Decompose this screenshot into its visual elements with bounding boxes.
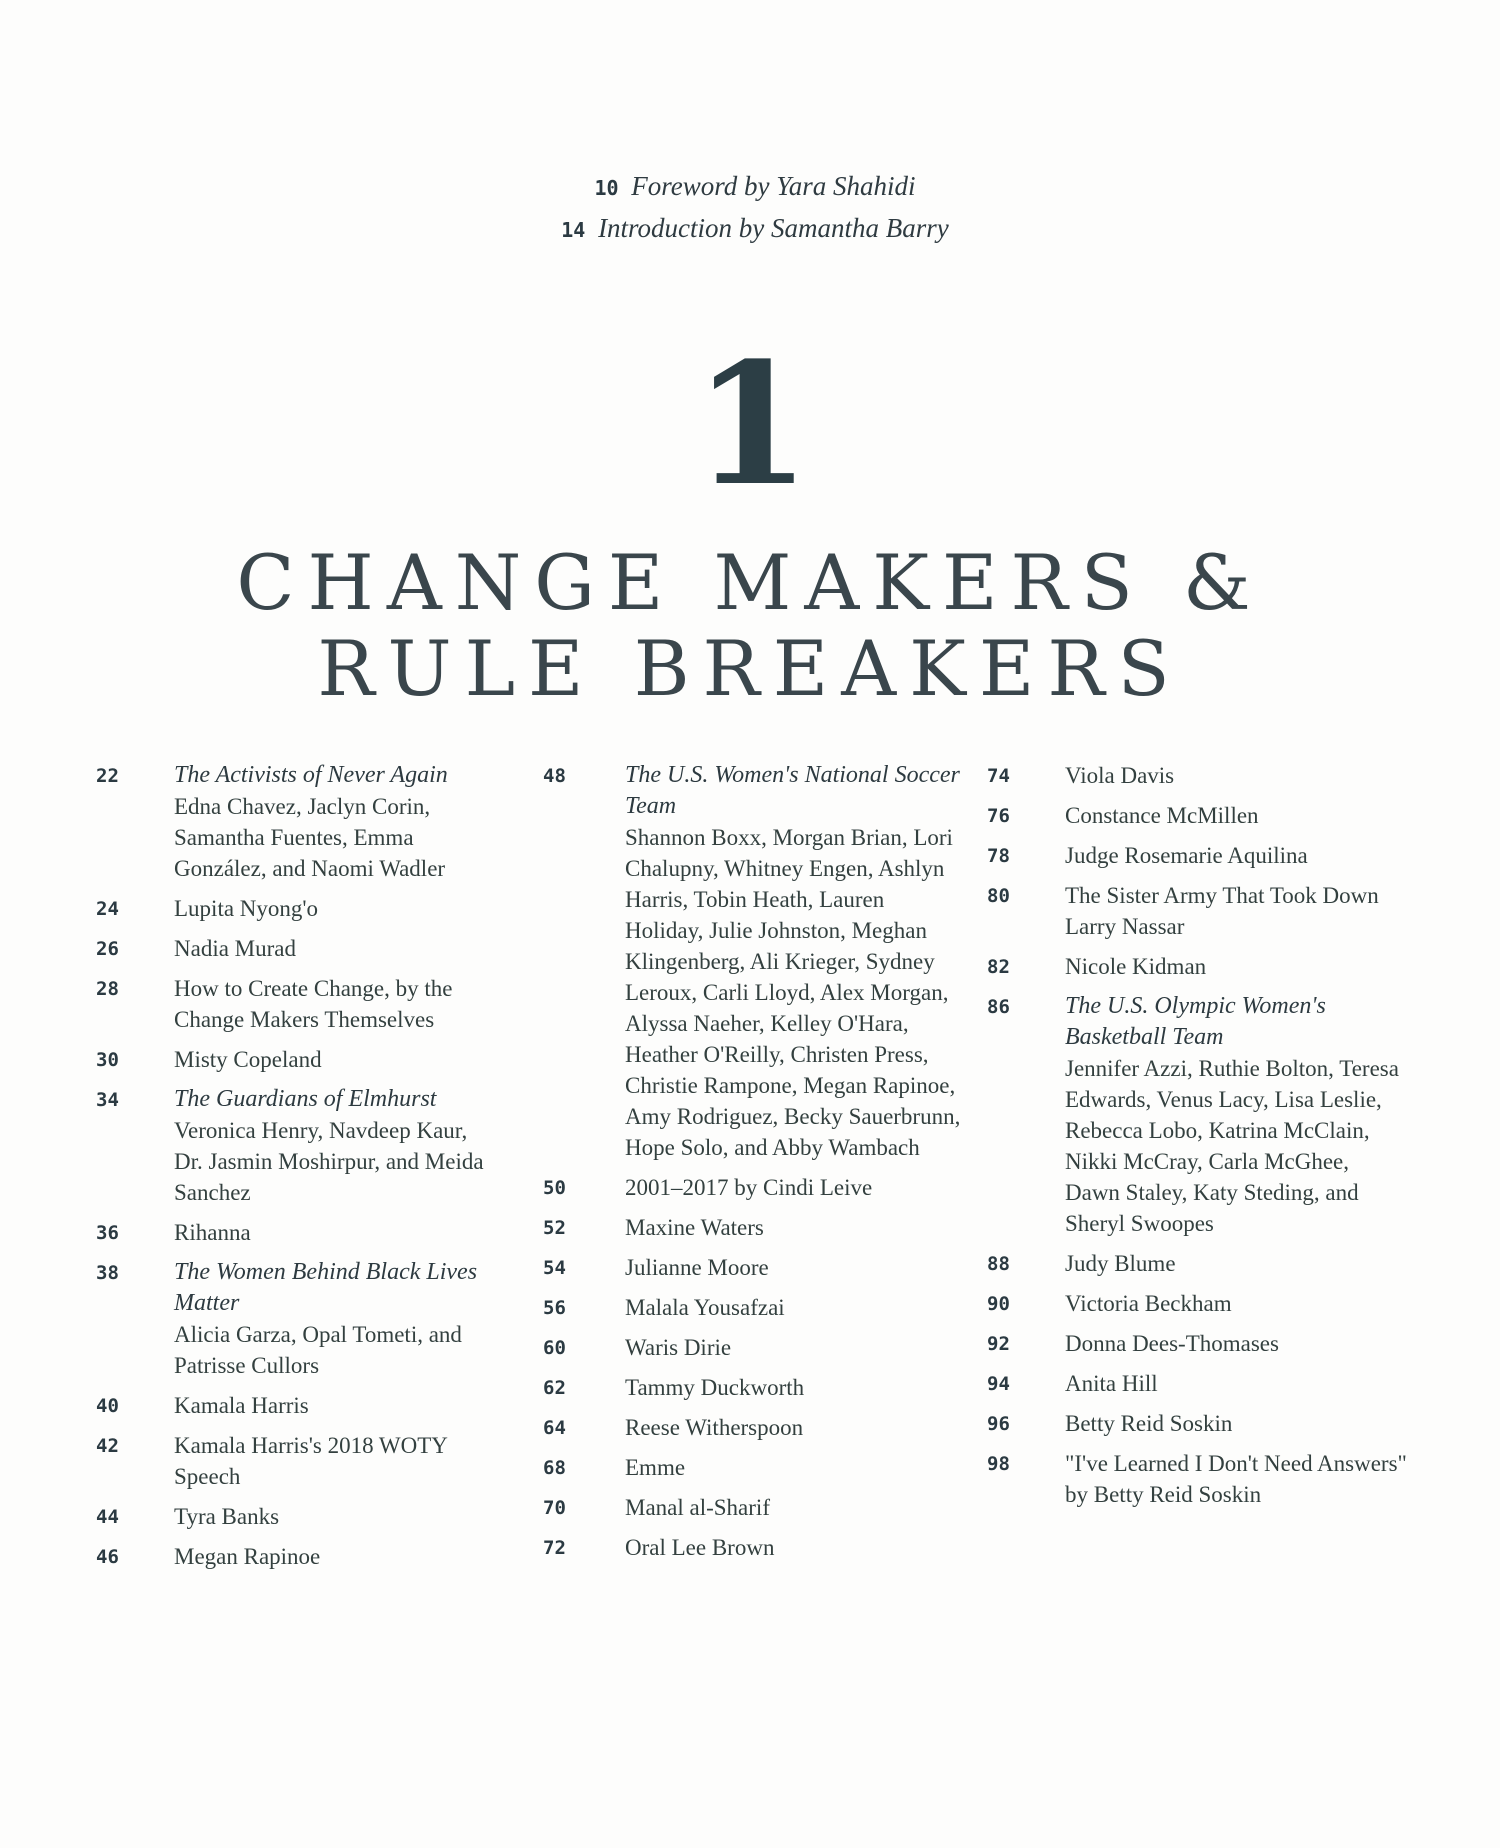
page-number: 94 (987, 1373, 1010, 1395)
page-number: 22 (96, 765, 119, 787)
toc-entry (987, 760, 1407, 791)
toc-entry (987, 1448, 1407, 1510)
entry-title: Lupita Nyong'o (174, 896, 319, 921)
toc-entry (987, 991, 1407, 1239)
page-number: 82 (987, 956, 1010, 978)
page-number: 26 (96, 938, 119, 960)
entry-heading: The Activists of Never Again (174, 762, 448, 788)
entry-title: Rihanna (174, 1220, 251, 1245)
toc-entry (987, 800, 1407, 831)
entry-title: Oral Lee Brown (625, 1535, 775, 1560)
toc-entry (987, 1328, 1407, 1359)
entry-body (174, 893, 318, 924)
entry-title: "I've Learned I Don't Need Answers" by Betty Reid Soskin (1065, 1451, 1407, 1507)
entry-names: Shannon Boxx, Morgan Brian, Lori Chalupny, Whitney Engen, Ashlyn Harris, Tobin Heath, Lauren Holiday, Julie Johnston, Meghan Klingenberg, Ali Krieger, Sydney Leroux, Carli Lloyd, Alex Morgan, Alyssa Naeher, Kelley O'Hara, Heather O'Reilly, Christen Press, Christie Rampone, Megan Rapinoe, Amy Rodriguez, Becky Sauerbrunn, Hope Solo, and Abby Wambach (625, 825, 961, 1160)
chapter-number: 1 (693, 325, 807, 523)
page-number: 60 (543, 1337, 566, 1359)
chapter-title-line-1: CHANGE MAKERS & (236, 538, 1264, 627)
entry-body (174, 1390, 309, 1421)
toc-entry (987, 1248, 1407, 1279)
entry-names: Alicia Garza, Opal Tometi, and Patrisse Cullors (174, 1322, 462, 1378)
entry-title: Nadia Murad (174, 936, 296, 961)
toc-entry (96, 1501, 501, 1532)
toc-entry (543, 1292, 963, 1323)
entry-body (1065, 1448, 1407, 1510)
page-number: 56 (543, 1297, 566, 1319)
entry-title: Viola Davis (1065, 763, 1175, 788)
chapter-title-line-2: RULE BREAKERS (317, 624, 1183, 713)
entry-title: Malala Yousafzai (625, 1295, 785, 1320)
entry-body (625, 1492, 770, 1523)
toc-entry (543, 1452, 963, 1483)
entry-title: How to Create Change, by the Change Makers Themselves (174, 976, 453, 1032)
page-number: 76 (987, 805, 1010, 827)
entry-body (174, 1541, 320, 1572)
entry-body (625, 1292, 785, 1323)
entry-names: Veronica Henry, Navdeep Kaur, Dr. Jasmin Moshirpur, and Meida Sanchez (174, 1118, 484, 1205)
entry-body (174, 1501, 279, 1532)
page-number: 70 (543, 1497, 566, 1519)
page-number: 64 (543, 1417, 566, 1439)
page-number: 78 (987, 845, 1010, 867)
entry-body (1065, 1368, 1158, 1399)
entry-body (625, 1212, 764, 1243)
entry-body (625, 1332, 731, 1363)
entry-title: Anita Hill (1065, 1371, 1158, 1396)
entry-body (625, 1252, 769, 1283)
entry-body (174, 1257, 501, 1381)
front-matter (0, 166, 1500, 250)
page-number: 96 (987, 1413, 1010, 1435)
entry-names: Edna Chavez, Jaclyn Corin, Samantha Fuentes, Emma González, and Naomi Wadler (174, 794, 446, 881)
entry-title: Kamala Harris (174, 1393, 309, 1418)
entry-title: Judge Rosemarie Aquilina (1065, 843, 1308, 868)
entry-body (625, 1372, 804, 1403)
page-number: 40 (96, 1395, 119, 1417)
entry-title: Manal al-Sharif (625, 1495, 770, 1520)
page-number: 62 (543, 1377, 566, 1399)
entry-body (625, 1452, 685, 1483)
entry-title: Megan Rapinoe (174, 1544, 321, 1569)
entry-title: Julianne Moore (625, 1255, 769, 1280)
toc-entry (987, 840, 1407, 871)
entry-title: Betty Reid Soskin (1065, 1411, 1233, 1436)
toc-entry (987, 1288, 1407, 1319)
toc-entry (96, 1541, 501, 1572)
toc-entry (96, 933, 501, 964)
entry-body (174, 1044, 322, 1075)
toc-entry (543, 1212, 963, 1243)
page-number: 30 (96, 1049, 119, 1071)
page-number: 74 (987, 765, 1010, 787)
page-number: 86 (987, 996, 1010, 1018)
page-number: 92 (987, 1333, 1010, 1355)
entry-body (625, 1412, 803, 1443)
entry-title: Misty Copeland (174, 1047, 322, 1072)
entry-title: Emme (625, 1455, 686, 1480)
page-number: 34 (96, 1089, 119, 1111)
page-number: 44 (96, 1506, 119, 1528)
page-number: 24 (96, 898, 119, 920)
toc-entry (987, 1368, 1407, 1399)
toc-entry (987, 951, 1407, 982)
entry-title: Waris Dirie (625, 1335, 732, 1360)
page-number: 90 (987, 1293, 1010, 1315)
entry-heading: The Guardians of Elmhurst (174, 1086, 437, 1112)
entry-names: Jennifer Azzi, Ruthie Bolton, Teresa Edwards, Venus Lacy, Lisa Leslie, Rebecca Lobo, Katrina McClain, Nikki McCray, Carla McGhee, Dawn Staley, Katy Steding, and Sheryl Swoopes (1065, 1056, 1399, 1236)
toc-entry (96, 1044, 501, 1075)
entry-title: Donna Dees-Thomases (1065, 1331, 1279, 1356)
toc-entry (543, 1412, 963, 1443)
entry-body (1065, 1328, 1279, 1359)
entry-title: Foreword by Yara Shahidi (631, 171, 916, 201)
toc-entry (543, 1492, 963, 1523)
toc-entry (987, 1408, 1407, 1439)
toc-entry (96, 760, 501, 884)
toc-entry (543, 1332, 963, 1363)
entry-title: Tyra Banks (174, 1504, 280, 1529)
entry-title: The Sister Army That Took Down Larry Nassar (1065, 883, 1379, 939)
entry-title: Judy Blume (1065, 1251, 1176, 1276)
toc-entry (543, 1372, 963, 1403)
entry-body (1065, 1248, 1176, 1279)
page-number: 38 (96, 1262, 119, 1284)
front-matter-foreword (10, 166, 1500, 208)
toc-entry (96, 1217, 501, 1248)
entry-title: Constance McMillen (1065, 803, 1259, 828)
page-number: 54 (543, 1257, 566, 1279)
toc-entry (543, 760, 963, 1163)
entry-title: Introduction by Samantha Barry (598, 213, 949, 243)
toc-entry (96, 1257, 501, 1381)
entry-body (1065, 840, 1308, 871)
toc-entry (543, 1252, 963, 1283)
toc-entry (543, 1532, 963, 1563)
entry-body (174, 973, 501, 1035)
front-matter-introduction (10, 208, 1500, 250)
entry-body (1065, 1288, 1232, 1319)
entry-body (174, 1430, 501, 1492)
toc-entry (543, 1172, 963, 1203)
entry-body (174, 933, 296, 964)
page-number: 42 (96, 1435, 119, 1457)
toc-column-2 (543, 760, 963, 1572)
page-number: 88 (987, 1253, 1010, 1275)
entry-title: 2001–2017 by Cindi Leive (625, 1175, 873, 1200)
chapter-title (0, 540, 1500, 712)
entry-body (1065, 800, 1259, 831)
page-number: 50 (543, 1177, 566, 1199)
entry-body (1065, 1408, 1232, 1439)
page-number: 28 (96, 978, 119, 1000)
page-number: 98 (987, 1453, 1010, 1475)
entry-title: Kamala Harris's 2018 WOTY Speech (174, 1433, 448, 1489)
entry-body (625, 1172, 872, 1203)
toc-entry (96, 973, 501, 1035)
entry-body (625, 760, 963, 1163)
entry-body (174, 760, 501, 884)
toc-entry (987, 880, 1407, 942)
page-number: 80 (987, 885, 1010, 907)
page-number: 48 (543, 765, 566, 787)
entry-body (174, 1217, 251, 1248)
toc-entry (96, 1084, 501, 1208)
entry-title: Reese Witherspoon (625, 1415, 804, 1440)
page-number: 10 (594, 176, 619, 200)
toc-entry (96, 1430, 501, 1492)
page-number: 14 (561, 218, 586, 242)
entry-heading: The U.S. Olympic Women's Basketball Team (1065, 993, 1326, 1050)
toc-entry (96, 1390, 501, 1421)
entry-title: Maxine Waters (625, 1215, 764, 1240)
entry-body (174, 1084, 501, 1208)
entry-body (1065, 991, 1407, 1239)
entry-title: Tammy Duckworth (625, 1375, 805, 1400)
toc-entry (96, 893, 501, 924)
toc-column-3 (987, 760, 1407, 1519)
entry-title: Nicole Kidman (1065, 954, 1207, 979)
page-number: 52 (543, 1217, 566, 1239)
entry-heading: The U.S. Women's National Soccer Team (625, 762, 960, 819)
page-number: 68 (543, 1457, 566, 1479)
entry-body (1065, 951, 1206, 982)
entry-title: Victoria Beckham (1065, 1291, 1232, 1316)
entry-body (1065, 760, 1174, 791)
page-number: 72 (543, 1537, 566, 1559)
entry-body (1065, 880, 1407, 942)
entry-heading: The Women Behind Black Lives Matter (174, 1259, 478, 1316)
page-number: 46 (96, 1546, 119, 1568)
toc-column-1 (96, 760, 501, 1581)
page-number: 36 (96, 1222, 119, 1244)
entry-body (625, 1532, 774, 1563)
